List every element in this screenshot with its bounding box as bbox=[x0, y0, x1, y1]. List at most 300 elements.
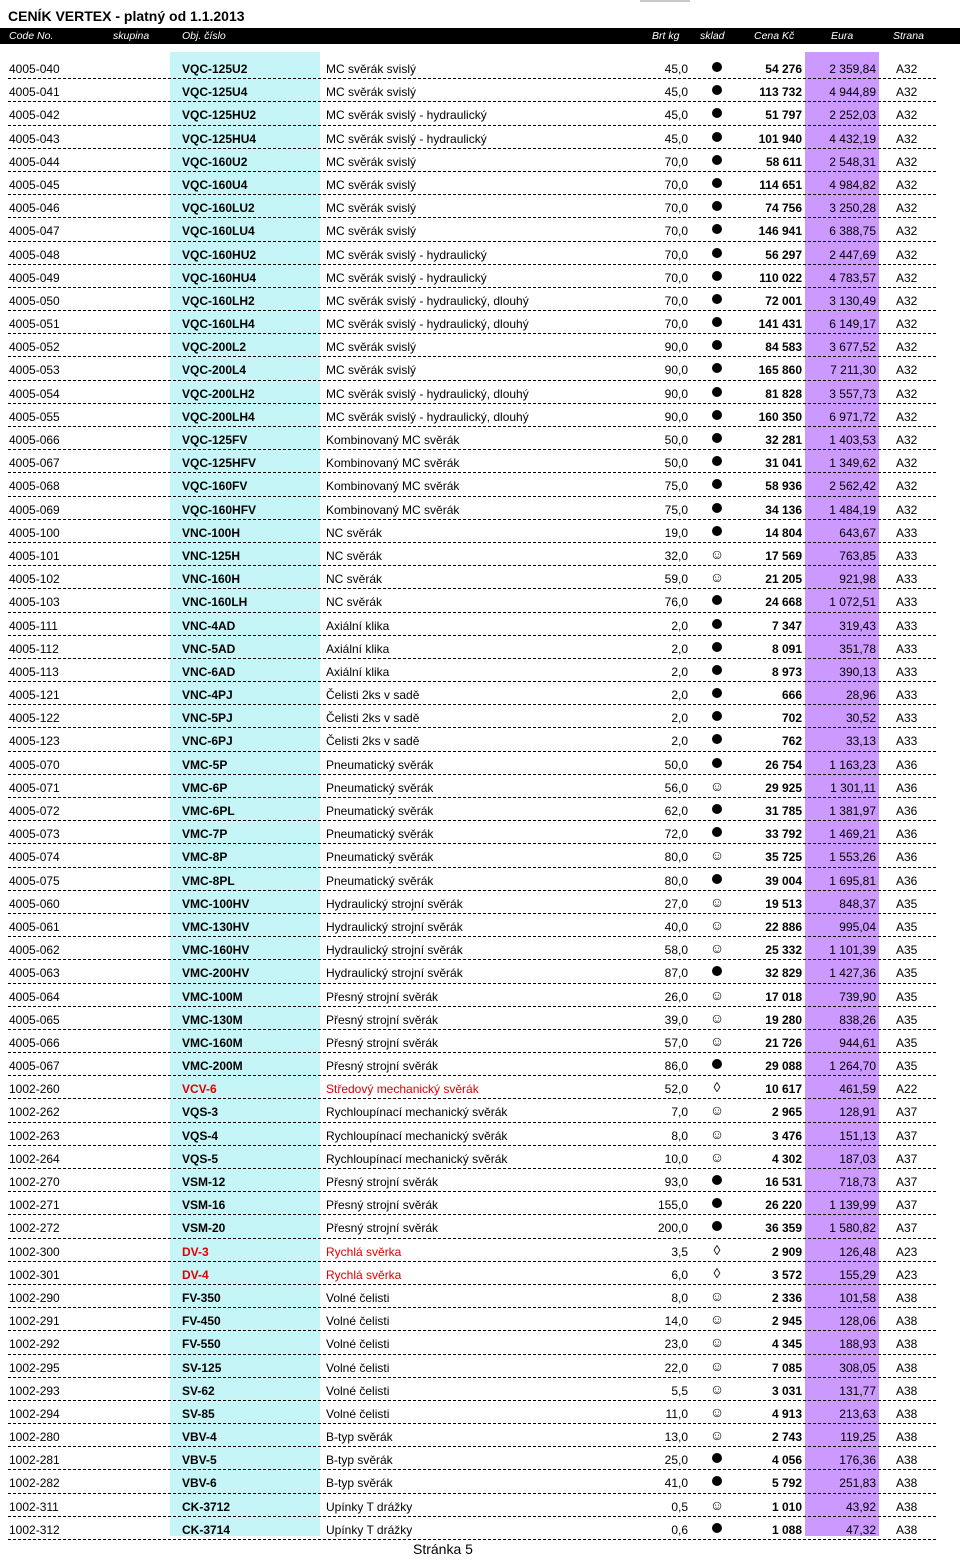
page-footer: Stránka 5 bbox=[413, 1541, 473, 1557]
cell-brt: 10,0 bbox=[664, 1151, 688, 1166]
table-row bbox=[8, 404, 936, 427]
table-row bbox=[8, 589, 936, 612]
cell-eur: 128,91 bbox=[839, 1105, 876, 1120]
table-row bbox=[8, 265, 936, 288]
cell-name: MC svěrák svislý - hydraulický, dlouhý bbox=[326, 293, 529, 308]
cell-price: 31 785 bbox=[765, 804, 802, 818]
cell-code: 4005-122 bbox=[9, 711, 60, 726]
cell-brt: 3,5 bbox=[671, 1244, 688, 1259]
cell-price: 1 088 bbox=[771, 1522, 802, 1537]
cell-obj: SV-85 bbox=[182, 1406, 215, 1421]
cell-eur: 7 211,30 bbox=[830, 363, 876, 378]
cell-brt: 41,0 bbox=[664, 1476, 688, 1491]
cell-page: A32 bbox=[896, 131, 918, 146]
cell-eur: 176,36 bbox=[839, 1453, 876, 1468]
cell-eur: 2 359,84 bbox=[829, 62, 876, 76]
cell-eur: 47,32 bbox=[845, 1522, 876, 1537]
cell-code: 4005-060 bbox=[9, 896, 60, 911]
diamond-icon: ◊ bbox=[713, 1264, 721, 1281]
cell-page: A38 bbox=[896, 1476, 918, 1491]
cell-brt: 75,0 bbox=[664, 502, 688, 517]
stock-dot-icon bbox=[709, 708, 725, 724]
smiley-icon: ☺ bbox=[709, 1032, 725, 1049]
table-row bbox=[8, 1123, 936, 1146]
cell-eur: 1 553,26 bbox=[829, 850, 876, 865]
smiley-icon: ☺ bbox=[709, 1496, 725, 1513]
smiley-icon: ☺ bbox=[709, 847, 725, 864]
cell-price: 8 973 bbox=[771, 664, 802, 679]
cell-brt: 93,0 bbox=[664, 1175, 688, 1189]
cell-eur: 1 403,53 bbox=[829, 433, 876, 447]
cell-eur: 351,78 bbox=[839, 641, 876, 656]
cell-price: 51 797 bbox=[765, 108, 802, 123]
cell-price: 84 583 bbox=[765, 340, 802, 355]
cell-obj: VMC-6PL bbox=[182, 804, 235, 818]
cell-code: 4005-042 bbox=[9, 108, 60, 123]
cell-obj: VMC-200M bbox=[182, 1059, 243, 1074]
cell-obj: VQC-160HU2 bbox=[182, 247, 257, 262]
table-row bbox=[8, 891, 936, 914]
header-code: Code No. bbox=[9, 30, 54, 42]
cell-eur: 3 677,52 bbox=[829, 340, 876, 355]
cell-code: 1002-272 bbox=[9, 1221, 60, 1236]
cell-brt: 90,0 bbox=[664, 409, 688, 424]
cell-page: A33 bbox=[896, 711, 918, 726]
cell-code: 1002-292 bbox=[9, 1337, 60, 1352]
stock-dot-icon bbox=[709, 1473, 725, 1489]
cell-price: 4 913 bbox=[771, 1406, 802, 1421]
cell-page: A32 bbox=[896, 433, 918, 447]
cell-eur: 643,67 bbox=[839, 525, 876, 540]
table-row bbox=[8, 1378, 936, 1401]
cell-page: A32 bbox=[896, 293, 918, 308]
cell-name: Přesný strojní svěrák bbox=[326, 1175, 439, 1189]
cell-eur: 187,03 bbox=[839, 1151, 876, 1166]
cell-eur: 848,37 bbox=[839, 896, 876, 911]
cell-page: A38 bbox=[896, 1430, 918, 1445]
cell-page: A32 bbox=[896, 479, 918, 494]
cell-page: A38 bbox=[896, 1360, 918, 1375]
cell-page: A35 bbox=[896, 919, 918, 934]
cell-obj: VQS-4 bbox=[182, 1128, 219, 1143]
table-row bbox=[8, 1308, 936, 1331]
cell-price: 1 010 bbox=[771, 1499, 802, 1514]
cell-eur: 944,61 bbox=[839, 1035, 876, 1050]
table-row bbox=[8, 1007, 936, 1030]
cell-obj: VNC-5PJ bbox=[182, 711, 233, 726]
cell-page: A38 bbox=[896, 1337, 918, 1352]
table-row bbox=[8, 1146, 936, 1169]
cell-code: 1002-311 bbox=[9, 1499, 59, 1514]
cell-page: A35 bbox=[896, 1035, 918, 1050]
cell-obj: VNC-6AD bbox=[182, 664, 236, 679]
table-row bbox=[8, 357, 936, 380]
stock-dot-icon bbox=[709, 175, 725, 191]
cell-code: 4005-048 bbox=[9, 247, 60, 262]
stock-dot-icon bbox=[709, 1218, 725, 1234]
cell-price: 17 569 bbox=[765, 548, 802, 563]
cell-name: Rychlá svěrka bbox=[326, 1267, 402, 1282]
cell-eur: 126,48 bbox=[839, 1244, 876, 1259]
cell-code: 1002-260 bbox=[9, 1082, 60, 1097]
cell-obj: DV-3 bbox=[182, 1244, 209, 1259]
cell-obj: VMC-160M bbox=[182, 1035, 243, 1050]
cell-name: MC svěrák svislý - hydraulický, dlouhý bbox=[326, 317, 529, 332]
cell-brt: 70,0 bbox=[664, 293, 688, 308]
table-row bbox=[8, 798, 936, 821]
cell-page: A32 bbox=[896, 62, 918, 76]
cell-name: Přesný strojní svěrák bbox=[326, 1012, 439, 1027]
table-row bbox=[8, 1099, 936, 1122]
cell-obj: VMC-5P bbox=[182, 757, 228, 772]
stock-dot-icon bbox=[709, 198, 725, 214]
stock-dot-icon bbox=[709, 1195, 725, 1211]
cell-eur: 128,06 bbox=[839, 1314, 876, 1329]
cell-obj: VQC-125HFV bbox=[182, 456, 257, 471]
cell-eur: 1 349,62 bbox=[829, 456, 876, 471]
cell-price: 58 611 bbox=[765, 154, 802, 169]
cell-code: 4005-068 bbox=[9, 479, 60, 494]
stock-dot-icon bbox=[709, 129, 725, 145]
cell-price: 17 018 bbox=[765, 989, 802, 1004]
cell-brt: 14,0 bbox=[664, 1314, 688, 1329]
cell-name: Rychloupínací mechanický svěrák bbox=[326, 1151, 508, 1166]
cell-page: A36 bbox=[896, 873, 918, 888]
stock-dot-icon bbox=[709, 801, 725, 817]
smiley-icon: ☺ bbox=[709, 986, 725, 1003]
cell-code: 4005-051 bbox=[9, 317, 60, 332]
cell-brt: 8,0 bbox=[671, 1290, 688, 1305]
cell-price: 165 860 bbox=[758, 363, 802, 378]
table-row bbox=[8, 1053, 936, 1076]
stock-dot-icon bbox=[709, 337, 725, 353]
cell-eur: 718,73 bbox=[839, 1175, 876, 1189]
table-row bbox=[8, 752, 936, 775]
table-row bbox=[8, 705, 936, 728]
cell-obj: VMC-130HV bbox=[182, 919, 250, 934]
cell-eur: 1 301,11 bbox=[830, 780, 876, 795]
cell-obj: VQC-200LH2 bbox=[182, 386, 255, 401]
cell-page: A37 bbox=[896, 1151, 918, 1166]
table-row bbox=[8, 1030, 936, 1053]
cell-eur: 461,59 bbox=[839, 1082, 876, 1097]
cell-name: Čelisti 2ks v sadě bbox=[326, 688, 420, 703]
cell-code: 4005-046 bbox=[9, 201, 60, 216]
cell-obj: VMC-7P bbox=[182, 827, 228, 842]
table-row bbox=[8, 1494, 936, 1517]
cell-brt: 87,0 bbox=[664, 966, 688, 981]
cell-brt: 2,0 bbox=[671, 734, 688, 749]
smiley-icon: ☺ bbox=[709, 916, 725, 933]
cell-code: 1002-281 bbox=[9, 1453, 60, 1468]
cell-price: 10 617 bbox=[765, 1082, 802, 1097]
cell-code: 4005-072 bbox=[9, 804, 60, 818]
stock-dot-icon bbox=[709, 1450, 725, 1466]
smiley-icon: ☺ bbox=[709, 1334, 725, 1351]
cell-page: A37 bbox=[896, 1175, 918, 1189]
cell-name: Kombinovaný MC svěrák bbox=[326, 479, 460, 494]
cell-name: Volné čelisti bbox=[326, 1383, 390, 1398]
cell-eur: 308,05 bbox=[839, 1360, 876, 1375]
cell-brt: 86,0 bbox=[664, 1059, 688, 1074]
cell-price: 31 041 bbox=[765, 456, 802, 471]
cell-brt: 11,0 bbox=[665, 1406, 688, 1421]
cell-obj: VQS-3 bbox=[182, 1105, 219, 1120]
cell-name: NC svěrák bbox=[326, 548, 383, 563]
header-eur: Eura bbox=[831, 30, 854, 42]
cell-price: 702 bbox=[781, 711, 802, 726]
cell-code: 1002-282 bbox=[9, 1476, 60, 1491]
cell-code: 4005-047 bbox=[9, 224, 60, 239]
cell-name: Hydraulický strojní svěrák bbox=[326, 919, 463, 934]
cell-name: NC svěrák bbox=[326, 572, 383, 587]
table-row bbox=[8, 427, 936, 450]
cell-eur: 155,29 bbox=[839, 1267, 876, 1282]
cell-page: A35 bbox=[896, 966, 918, 981]
cell-page: A37 bbox=[896, 1128, 918, 1143]
cell-price: 81 828 bbox=[765, 386, 802, 401]
smiley-icon: ☺ bbox=[709, 1311, 725, 1328]
cell-eur: 1 695,81 bbox=[829, 873, 876, 888]
cell-page: A32 bbox=[896, 409, 918, 424]
cell-name: Přesný strojní svěrák bbox=[326, 1221, 439, 1236]
cell-price: 35 725 bbox=[765, 850, 802, 865]
diamond-icon: ◊ bbox=[713, 1079, 721, 1096]
stock-dot-icon bbox=[709, 824, 725, 840]
cell-brt: 50,0 bbox=[664, 757, 688, 772]
cell-name: MC svěrák svislý bbox=[326, 363, 417, 378]
stock-dot-icon bbox=[709, 105, 725, 121]
stock-dot-icon bbox=[709, 82, 725, 98]
cell-brt: 70,0 bbox=[664, 317, 688, 332]
cell-obj: VBV-5 bbox=[182, 1453, 217, 1468]
smiley-icon: ☺ bbox=[709, 940, 725, 957]
cell-eur: 1 381,97 bbox=[829, 804, 876, 818]
cell-code: 4005-103 bbox=[9, 595, 60, 610]
cell-price: 3 031 bbox=[771, 1383, 802, 1398]
cell-code: 4005-113 bbox=[9, 664, 59, 679]
cell-eur: 921,98 bbox=[839, 572, 876, 587]
cell-price: 34 136 bbox=[765, 502, 802, 517]
cell-obj: VNC-160H bbox=[182, 572, 241, 587]
cell-code: 4005-067 bbox=[9, 1059, 60, 1074]
cell-eur: 4 783,57 bbox=[829, 270, 876, 285]
price-table bbox=[8, 56, 936, 1540]
stock-dot-icon bbox=[709, 685, 725, 701]
cell-page: A38 bbox=[896, 1314, 918, 1329]
cell-obj: VQC-125FV bbox=[182, 433, 248, 447]
table-row bbox=[8, 1192, 936, 1215]
smiley-icon: ☺ bbox=[709, 1125, 725, 1142]
table-row bbox=[8, 311, 936, 334]
table-row bbox=[8, 1470, 936, 1493]
table-row bbox=[8, 149, 936, 172]
cell-obj: DV-4 bbox=[182, 1267, 209, 1282]
cell-brt: 2,0 bbox=[671, 664, 688, 679]
cell-page: A33 bbox=[896, 525, 918, 540]
cell-eur: 4 432,19 bbox=[829, 131, 876, 146]
cell-obj: VQC-200L2 bbox=[182, 340, 247, 355]
cell-name: Axiální klika bbox=[326, 664, 390, 679]
cell-price: 56 297 bbox=[765, 247, 802, 262]
cell-obj: VQC-200L4 bbox=[182, 363, 247, 378]
cell-price: 110 022 bbox=[759, 270, 802, 285]
cell-obj: VQS-5 bbox=[182, 1151, 219, 1166]
smiley-icon: ☺ bbox=[709, 1380, 725, 1397]
cell-obj: VMC-130M bbox=[182, 1012, 243, 1027]
cell-obj: VNC-160LH bbox=[182, 595, 248, 610]
cell-page: A38 bbox=[896, 1453, 918, 1468]
cell-name: MC svěrák svislý bbox=[326, 62, 417, 76]
cell-brt: 70,0 bbox=[664, 224, 688, 239]
table-row bbox=[8, 1215, 936, 1238]
cell-brt: 13,0 bbox=[664, 1430, 688, 1445]
cell-price: 33 792 bbox=[765, 827, 802, 842]
cell-brt: 200,0 bbox=[657, 1221, 688, 1236]
cell-brt: 2,0 bbox=[671, 641, 688, 656]
header-price: Cena Kč bbox=[754, 30, 795, 42]
cell-page: A23 bbox=[896, 1267, 918, 1282]
cell-brt: 70,0 bbox=[664, 247, 688, 262]
header-brt: Brt kg bbox=[652, 30, 680, 42]
cell-price: 160 350 bbox=[758, 409, 802, 424]
cell-obj: VQC-160FV bbox=[182, 479, 248, 494]
header-page: Strana bbox=[893, 30, 924, 42]
cell-code: 4005-066 bbox=[9, 1035, 60, 1050]
cell-name: Pneumatický svěrák bbox=[326, 780, 434, 795]
stock-dot-icon bbox=[709, 871, 725, 887]
cell-name: Přesný strojní svěrák bbox=[326, 1198, 439, 1213]
cell-name: Čelisti 2ks v sadě bbox=[326, 734, 420, 749]
table-row bbox=[8, 450, 936, 473]
cell-brt: 50,0 bbox=[664, 456, 688, 471]
cell-name: Upínky T drážky bbox=[326, 1522, 413, 1537]
top-mark bbox=[640, 0, 690, 2]
cell-eur: 33,13 bbox=[845, 734, 876, 749]
cell-name: MC svěrák svislý - hydraulický, dlouhý bbox=[326, 386, 529, 401]
cell-price: 32 829 bbox=[765, 966, 802, 981]
cell-name: Čelisti 2ks v sadě bbox=[326, 711, 420, 726]
cell-page: A33 bbox=[896, 595, 918, 610]
stock-dot-icon bbox=[709, 152, 725, 168]
cell-page: A38 bbox=[896, 1499, 918, 1514]
cell-eur: 763,85 bbox=[839, 548, 876, 563]
cell-price: 7 085 bbox=[771, 1360, 802, 1375]
cell-obj: VQC-160U2 bbox=[182, 154, 248, 169]
stock-dot-icon bbox=[709, 500, 725, 516]
cell-eur: 390,13 bbox=[839, 664, 876, 679]
cell-brt: 70,0 bbox=[664, 154, 688, 169]
cell-brt: 40,0 bbox=[664, 919, 688, 934]
cell-price: 14 804 bbox=[765, 525, 802, 540]
cell-name: NC svěrák bbox=[326, 595, 383, 610]
table-row bbox=[8, 242, 936, 265]
cell-price: 8 091 bbox=[771, 641, 802, 656]
smiley-icon: ☺ bbox=[709, 1427, 725, 1444]
cell-name: Rychloupínací mechanický svěrák bbox=[326, 1128, 508, 1143]
diamond-icon: ◊ bbox=[713, 1241, 721, 1258]
cell-brt: 80,0 bbox=[664, 850, 688, 865]
cell-obj: VQC-200LH4 bbox=[182, 409, 255, 424]
table-row bbox=[8, 821, 936, 844]
cell-brt: 52,0 bbox=[664, 1082, 688, 1097]
cell-obj: VQC-160LU4 bbox=[182, 224, 255, 239]
cell-code: 4005-071 bbox=[9, 780, 60, 795]
cell-brt: 2,0 bbox=[671, 618, 688, 633]
cell-name: Pneumatický svěrák bbox=[326, 827, 434, 842]
cell-eur: 3 250,28 bbox=[829, 201, 876, 216]
cell-code: 4005-066 bbox=[9, 433, 60, 447]
cell-price: 2 965 bbox=[771, 1105, 802, 1120]
cell-price: 2 743 bbox=[771, 1430, 802, 1445]
cell-page: A38 bbox=[896, 1383, 918, 1398]
cell-obj: VMC-8PL bbox=[182, 873, 235, 888]
cell-obj: CK-3714 bbox=[182, 1522, 231, 1537]
cell-page: A33 bbox=[896, 641, 918, 656]
smiley-icon: ☺ bbox=[709, 777, 725, 794]
table-row bbox=[8, 1355, 936, 1378]
cell-name: Axiální klika bbox=[326, 618, 390, 633]
cell-page: A33 bbox=[896, 548, 918, 563]
cell-code: 1002-290 bbox=[9, 1290, 60, 1305]
stock-dot-icon bbox=[709, 963, 725, 979]
cell-brt: 90,0 bbox=[664, 363, 688, 378]
table-row bbox=[8, 566, 936, 589]
cell-price: 16 531 bbox=[765, 1175, 802, 1189]
stock-dot-icon bbox=[709, 453, 725, 469]
cell-code: 4005-101 bbox=[9, 548, 60, 563]
stock-dot-icon bbox=[709, 731, 725, 747]
cell-eur: 838,26 bbox=[839, 1012, 876, 1027]
cell-page: A37 bbox=[896, 1221, 918, 1236]
cell-code: 4005-067 bbox=[9, 456, 60, 471]
cell-code: 4005-102 bbox=[9, 572, 60, 587]
cell-price: 24 668 bbox=[765, 595, 802, 610]
cell-code: 1002-295 bbox=[9, 1360, 60, 1375]
cell-eur: 251,83 bbox=[839, 1476, 876, 1491]
cell-name: Přesný strojní svěrák bbox=[326, 1059, 439, 1074]
cell-name: MC svěrák svislý bbox=[326, 201, 417, 216]
cell-code: 4005-052 bbox=[9, 340, 60, 355]
cell-brt: 70,0 bbox=[664, 270, 688, 285]
cell-eur: 3 130,49 bbox=[829, 293, 876, 308]
cell-obj: FV-350 bbox=[182, 1290, 221, 1305]
cell-brt: 6,0 bbox=[671, 1267, 688, 1282]
cell-obj: VMC-6P bbox=[182, 780, 228, 795]
stock-dot-icon bbox=[709, 476, 725, 492]
cell-name: MC svěrák svislý - hydraulický bbox=[326, 247, 487, 262]
cell-name: Kombinovaný MC svěrák bbox=[326, 456, 460, 471]
cell-brt: 23,0 bbox=[664, 1337, 688, 1352]
cell-price: 74 756 bbox=[765, 201, 802, 216]
stock-dot-icon bbox=[709, 1520, 725, 1536]
cell-code: 4005-064 bbox=[9, 989, 60, 1004]
cell-name: Axiální klika bbox=[326, 641, 390, 656]
cell-eur: 2 548,31 bbox=[829, 154, 876, 169]
table-row bbox=[8, 1169, 936, 1192]
cell-page: A36 bbox=[896, 804, 918, 818]
table-row bbox=[8, 914, 936, 937]
cell-code: 4005-044 bbox=[9, 154, 60, 169]
cell-page: A32 bbox=[896, 502, 918, 517]
stock-dot-icon bbox=[709, 268, 725, 284]
cell-eur: 3 557,73 bbox=[829, 386, 876, 401]
cell-eur: 4 984,82 bbox=[829, 177, 876, 192]
cell-eur: 28,96 bbox=[845, 688, 876, 703]
cell-name: MC svěrák svislý - hydraulický, dlouhý bbox=[326, 409, 529, 424]
cell-brt: 45,0 bbox=[664, 62, 688, 76]
cell-name: Pneumatický svěrák bbox=[326, 757, 434, 772]
